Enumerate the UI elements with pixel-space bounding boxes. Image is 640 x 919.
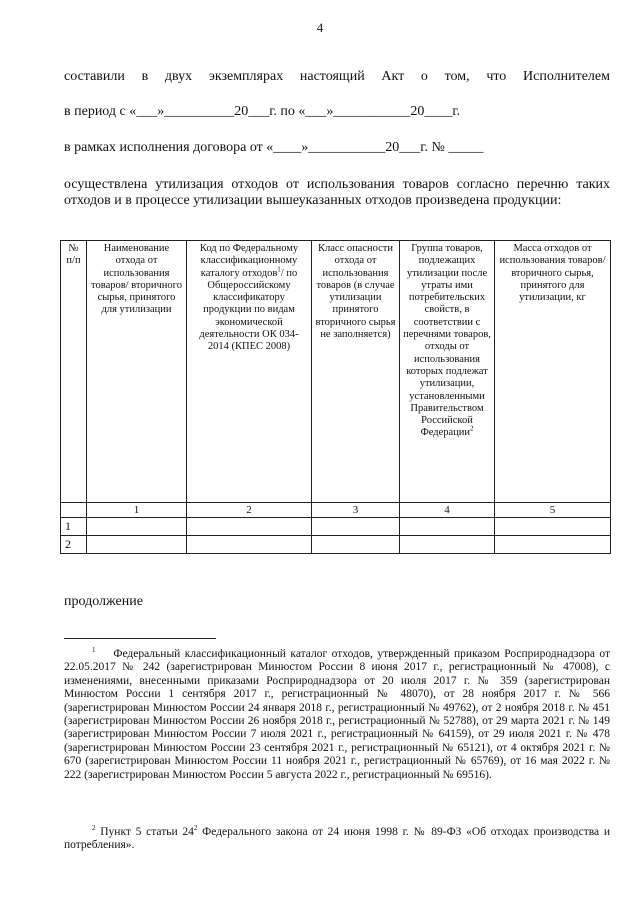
table-cell[interactable] (400, 518, 495, 536)
table-cell[interactable] (187, 536, 312, 554)
word: Исполнителем (523, 69, 610, 84)
table-row (61, 536, 611, 554)
header-mass: Масса отходов от использования товаров/вторичного сырья, принятого для утилизации, кг (495, 241, 611, 503)
header-product-group: Группа товаров, подлежащих утилизации после утраты ими потребительских свойств, в соответствии с перечнями товаров, отходы от использования которых подлежат утилизации, установленными Правительством Российской Федерации$^2$ (400, 241, 495, 503)
row-number: 2 (61, 536, 87, 554)
footnote-2: $^2$ Пункт 5 статьи $24^2$ Федерального закона от 24 июня 1998 г. № 89-ФЗ «Об отходах производства и потребления». (64, 824, 610, 852)
word: Акт (381, 69, 405, 84)
table-cell[interactable] (187, 518, 312, 536)
table-cell[interactable] (495, 518, 611, 536)
footnote-mark: 1 (92, 646, 96, 655)
header-hazard-class: Класс опасности отхода от использования товаров (в случае утилизации принятого вторичного сырья не заполняется) (312, 241, 400, 503)
body-paragraph: осуществлена утилизация отходов от использования товаров согласно перечню таких отходов и в процессе утилизации вышеуказанных отходов произведена продукции: (64, 177, 610, 208)
footnote-1: $^1$ Федеральный классификационный каталог отходов, утвержденный приказом Росприроднадзора от 22.05.2017 № 242 (зарегистрирован Минюстом России 8 июня 2017 г., регистрационный № 47008), с изменениями, внесенными приказами Росприроднадзора от 20 июля 2017 г. № 359 (зарегистрирован Минюстом России 1 сентября 2017 г., регистрационный № 48070), от 28 ноября 2017 г. № 566 (зарегистрирован Минюстом России 24 января 2018 г., регистрационный № 49762), от 2 ноября 2018 г. № 451 (зарегистрирован Минюстом России 26 ноября 2018 г., регистрационный № 52788), от 29 марта 2021 г. № 149 (зарегистрирован Минюстом России 7 июля 2021 г., регистрационный № 64159), от 29 июля 2021 г. № 478 (зарегистрирован Минюстом России 23 сентября 2021 г., регистрационный № 65121), от 4 октября 2021 г. № 670 (зарегистрирован Минюстом России 11 ноября 2021 г., регистрационный № 65769), от 16 мая 2022 г. № 222 (зарегистрирован Минюстом России 5 августа 2022 г., регистрационный № 69516). (64, 646, 611, 781)
waste-table (60, 240, 611, 554)
footnote-mark: 2 (92, 824, 96, 833)
table-cell[interactable] (87, 536, 187, 554)
header-number: № п/п (61, 241, 87, 503)
word: двух (164, 69, 193, 84)
word: настоящий (299, 69, 365, 84)
footnote-divider (64, 638, 216, 639)
row-number: 1 (61, 518, 87, 536)
intro-line-1 (64, 69, 610, 85)
column-number: 2 (187, 503, 312, 518)
word: о (420, 69, 428, 84)
word: составили (64, 69, 125, 84)
table-header-row (61, 241, 611, 503)
period-line: в период с «___»__________20___г. по «___»___________20____г. (64, 104, 461, 119)
column-number: 1 (87, 503, 187, 518)
table-cell[interactable] (400, 536, 495, 554)
header-code: Код по Федеральному классификационному каталогу отходов$^1$/ по Общероссийскому классификатору продукции по видам экономической деятельности ОК 034-2014 (КПЕС 2008) (187, 241, 312, 503)
page-number: 4 (316, 20, 324, 35)
table-row (61, 518, 611, 536)
word: том, (444, 69, 470, 84)
header-waste-name: Наименование отхода от использования товаров/ вторичного сырья, принятого для утилизации (87, 241, 187, 503)
word: в (141, 69, 149, 84)
table-cell[interactable] (495, 536, 611, 554)
table-cell[interactable] (87, 518, 187, 536)
table-cell[interactable] (312, 536, 400, 554)
table-cell[interactable] (312, 518, 400, 536)
column-number-row (61, 503, 611, 518)
word: экземплярах (208, 69, 284, 84)
contract-line: в рамках исполнения договора от «____»___________20___г. № _____ (64, 140, 484, 155)
word: что (486, 69, 507, 84)
column-number: 5 (495, 503, 611, 518)
column-number: 4 (400, 503, 495, 518)
continuation-label: продолжение (64, 594, 143, 609)
column-number: 3 (312, 503, 400, 518)
